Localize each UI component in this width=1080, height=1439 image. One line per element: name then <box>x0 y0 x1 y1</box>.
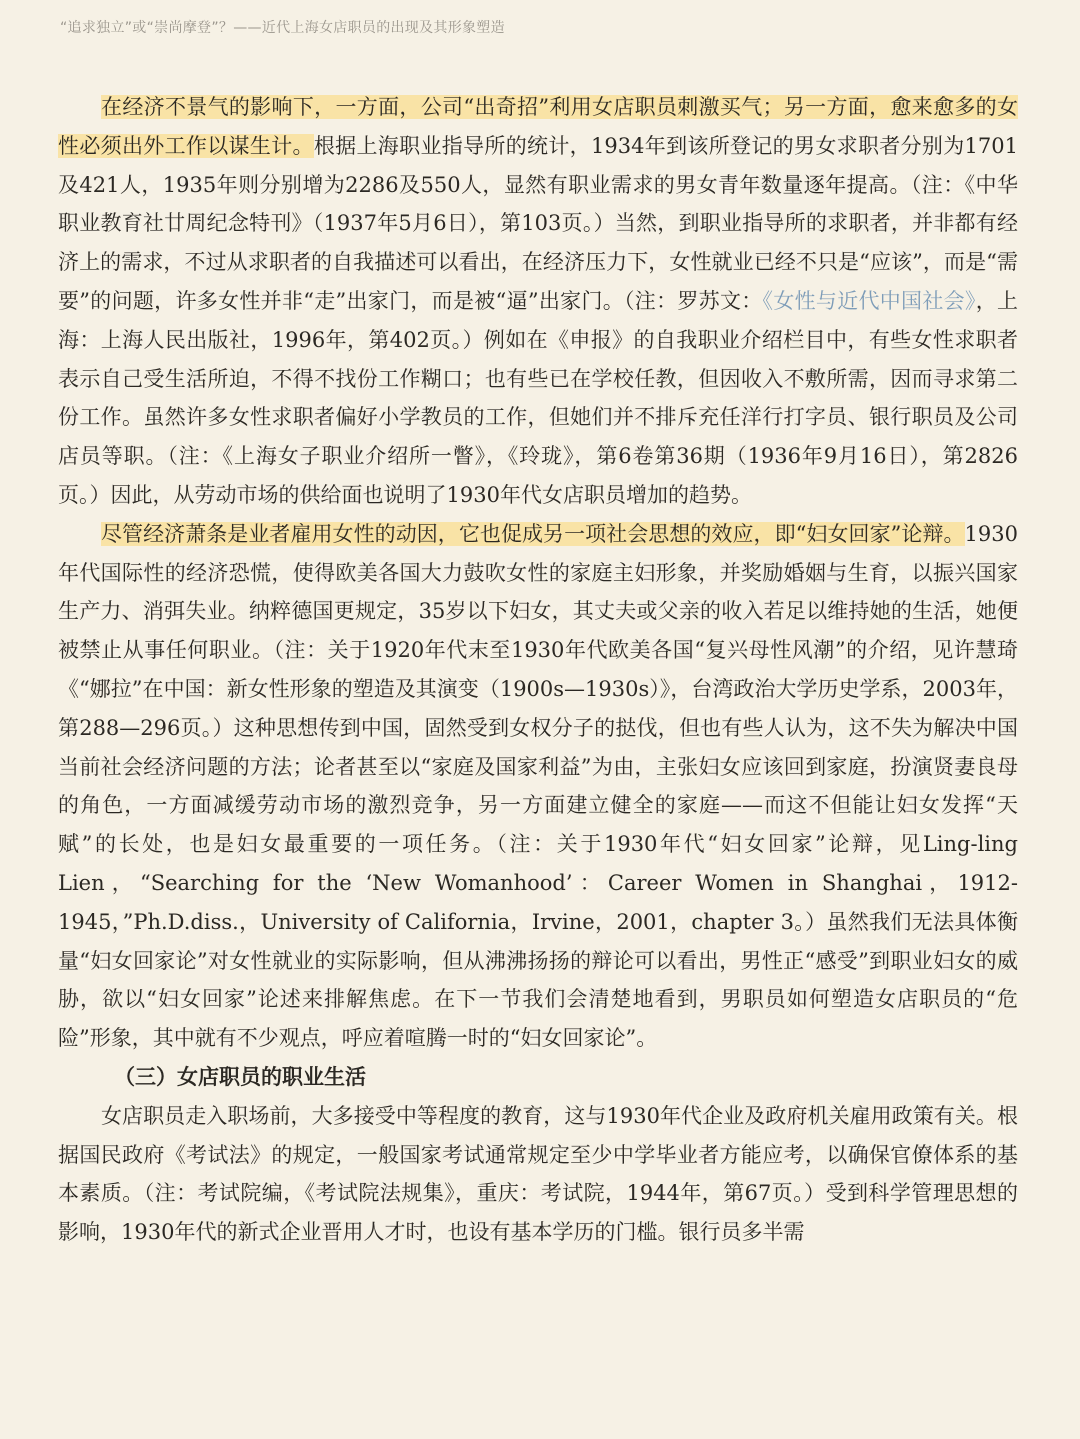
highlighted-sentence: 尽管经济萧条是业者雇用女性的动因，它也促成另一项社会思想的效应，即“妇女回家”论辩。 <box>101 521 965 546</box>
paragraph-2 <box>58 515 1018 1058</box>
section-heading: （三）女店职员的职业生活 <box>114 1063 366 1089</box>
paragraph-text: 1930年代国际性的经济恐慌，使得欧美各国大力鼓吹女性的家庭主妇形象，并奖励婚姻与生育，以振兴国家生产力、消弭失业。纳粹德国更规定，35岁以下妇女，其丈夫或父亲的收入若足以维持她的生活，她便被禁止从事任何职业。（注：关于1920年代末至1930年代欧美各国“复兴母性风潮”的介绍，见许慧琦《“娜拉”在中国：新女性形象的塑造及其演变（1900s—1930s）》，台湾政治大学历史学系，2003年，第288—296页。）这种思想传到中国，固然受到女权分子的挞伐，但也有些人认为，这不失为解决中国当前社会经济问题的方法；论者甚至以“家庭及国家利益”为由，主张妇女应该回到家庭，扮演贤妻良母的角色，一方面减缓劳动市场的激烈竞争，另一方面建立健全的家庭——而这不但能让妇女发挥“天赋”的长处，也是妇女最重要的一项任务。（注：关于1930年代“妇女回家”论辩，见Ling-ling Lien，“Searching for the ‘New Womanhood’：Career Women in Shanghai，1912-1945，”Ph.D.diss.，University of California，Irvine，2001，chapter 3。）虽然我们无法具体衡量“妇女回家论”对女性就业的实际影响，但从沸沸扬扬的辩论可以看出，男性正“感受”到职业妇女的威胁，欲以“妇女回家”论述来排解焦虑。在下一节我们会清楚地看到，男职员如何塑造女店职员的“危险”形象，其中就有不少观点，呼应着喧腾一时的“妇女回家论”。 <box>58 521 1018 1051</box>
document-body <box>58 88 1018 1252</box>
running-header: “追求独立”或“崇尚摩登”？——近代上海女店职员的出现及其形象塑造 <box>60 20 505 36</box>
paragraph-text: ，上海：上海人民出版社，1996年，第402页。）例如在《申报》的自我职业介绍栏目中，有些女性求职者表示自己受生活所迫，不得不找份工作糊口；也有些已在学校任教，但因收入不敷所需，因而寻求第二份工作。虽然许多女性求职者偏好小学教员的工作，但她们并不排斥充任洋行打字员、银行职员及公司店员等职。（注：《上海女子职业介绍所一瞥》，《玲珑》，第6卷第36期（1936年9月16日），第2826页。）因此，从劳动市场的供给面也说明了1930年代女店职员增加的趋势。 <box>58 288 1019 507</box>
paragraph-3: 女店职员走入职场前，大多接受中等程度的教育，这与1930年代企业及政府机关雇用政策有关。根据国民政府《考试法》的规定，一般国家考试通常规定至少中学毕业者方能应考，以确保官僚体系的基本素质。（注：考试院编，《考试院法规集》，重庆：考试院，1944年，第67页。）受到科学管理思想的影响，1930年代的新式企业晋用人才时，也设有基本学历的门槛。银行员多半需 <box>58 1103 1018 1245</box>
highlighted-sentence: 在经济不景气的影响下，一方面，公司“出奇招”利用女店职员刺激买气；另一方面，愈来愈多的女性必须出外工作以谋生计。 <box>58 95 1018 158</box>
paragraph-1 <box>58 88 1018 515</box>
book-title-link[interactable]: 《女性与近代中国社会》 <box>762 288 976 313</box>
paragraph-text: 根据上海职业指导所的统计，1934年到该所登记的男女求职者分别为1701及421人，1935年则分别增为2286及550人，显然有职业需求的男女青年数量逐年提高。（注：《中华职业教育社廿周纪念特刊》（1937年5月6日），第103页。）当然，到职业指导所的求职者，并非都有经济上的需求，不过从求职者的自我描述可以看出，在经济压力下，女性就业已经不只是“应该”，而是“需要”的问题，许多女性并非“走”出家门，而是被“逼”出家门。（注：罗苏文： <box>58 133 1019 313</box>
